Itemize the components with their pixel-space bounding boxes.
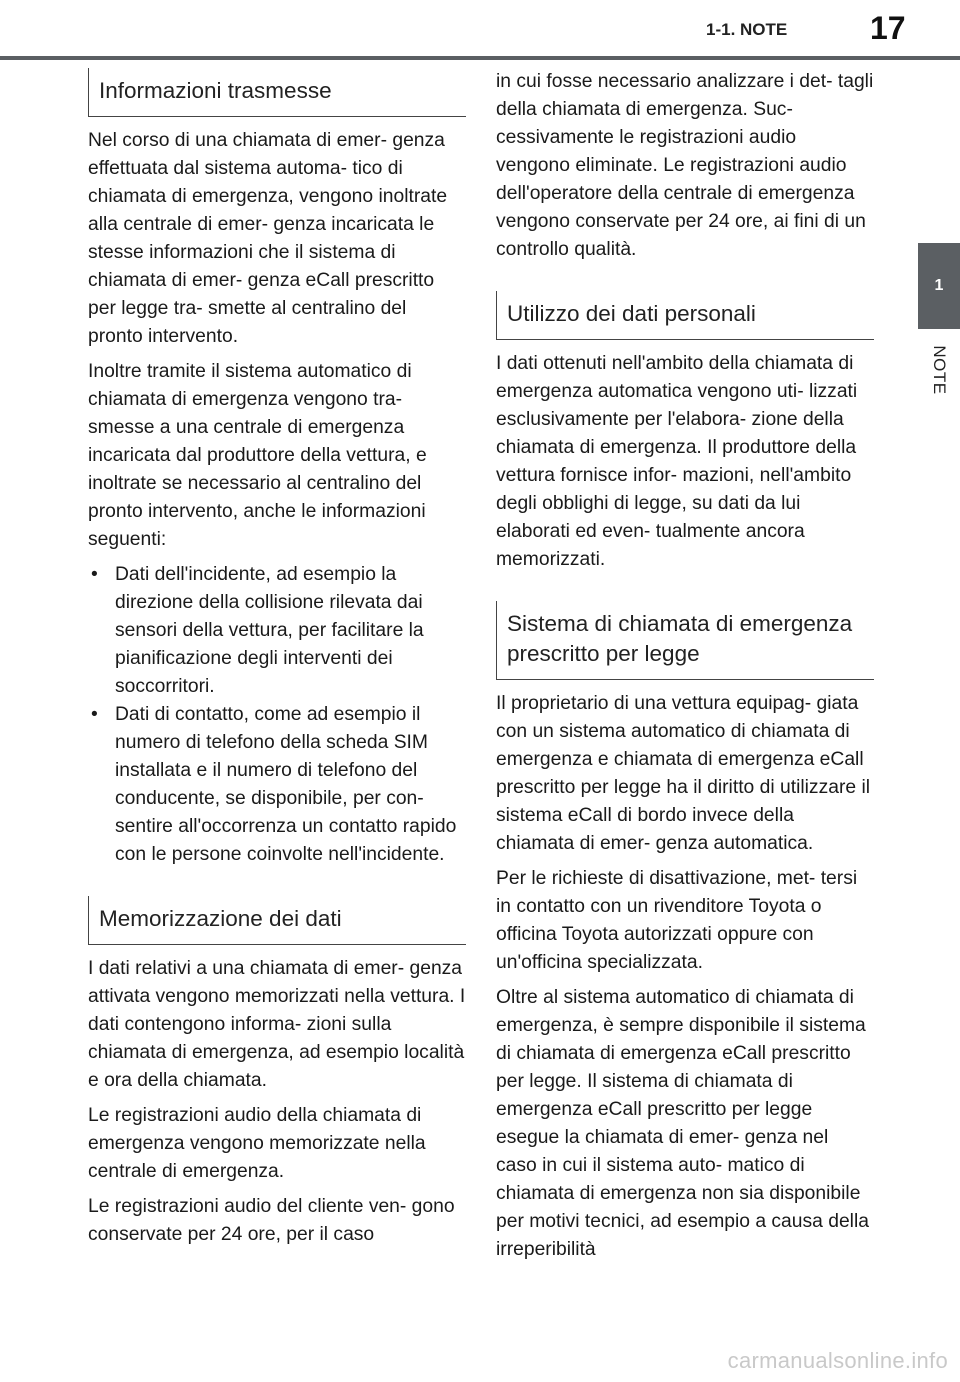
paragraph: Le registrazioni audio della chiamata di emergenza vengono memorizzate nella centrale di emergenza. xyxy=(88,1105,426,1182)
bullet-list xyxy=(88,561,466,869)
side-chapter-label-text: NOTE xyxy=(930,345,949,395)
paragraph: in cui fosse necessario analizzare i det- tagli della chiamata di emergenza. Suc- cessivamente le registrazioni audio vengono eliminate. Le registrazioni audio dell'operatore della centrale di emergenza vengono conservate per 24 ore, ai fini di un controllo qualità. xyxy=(496,71,874,260)
page-number: 17 xyxy=(870,10,906,46)
list-item: • Dati dell'incidente, ad esempio la direzione della collisione rilevata dai sensori della vettura, per facilitare la pianificazione degli interventi dei soccorritori. xyxy=(88,561,466,701)
list-item: • Dati di contatto, come ad esempio il numero di telefono della scheda SIM installata e il numero di telefono del conducente, se disponibile, per con- sentire all'occorrenza un contatto rapido con le persone coinvolte nell'incidente. xyxy=(88,701,466,869)
paragraph: I dati relativi a una chiamata di emer- genza attivata vengono memorizzati nella vettura. I dati contengono informa- zioni sulla chiamata di emergenza, ad esempio località e ora della chiamata. xyxy=(88,958,466,1091)
paragraph: Nel corso di una chiamata di emer- genza effettuata dal sistema automa- tico di chiamata di emergenza, vengono inoltrate alla centrale di emer- genza incaricata le stesse informazioni che il sistema di chiamata di emer- genza eCall prescritto per legge tra- smette al centralino del pronto intervento. xyxy=(88,130,448,347)
right-column xyxy=(496,68,874,1271)
watermark: carmanualsonline.info xyxy=(727,1348,948,1373)
left-column xyxy=(88,68,466,1256)
side-chapter-label xyxy=(922,338,956,408)
paragraph: Le registrazioni audio del cliente ven- gono conservate per 24 ore, per il caso xyxy=(88,1196,455,1245)
paragraph: Oltre al sistema automatico di chiamata di emergenza, è sempre disponibile il sistema di chiamata di emergenza eCall prescritto per legge. Il sistema di chiamata di emergenza eCall prescritto per legge esegue la chiamata di emer- genza nel caso in cui il sistema auto- matico di chiamata di emergenza non sia disponibile per motivi tecnici, ad esempio a causa della irreperibilità xyxy=(496,987,869,1260)
chapter-tab xyxy=(918,243,960,329)
section-heading-utilizzo: Utilizzo dei dati personali xyxy=(496,291,874,340)
section-heading-sistema: Sistema di chiamata di emergenza prescritto per legge xyxy=(496,601,874,680)
header-divider xyxy=(0,56,960,60)
section-heading-informazioni: Informazioni trasmesse xyxy=(88,68,466,117)
paragraph: Il proprietario di una vettura equipag- giata con un sistema automatico di chiamata di emergenza e chiamata di emergenza eCall prescritto per legge ha il diritto di utilizzare il sistema eCall di bordo invece della chiamata di emer- genza automatica. xyxy=(496,693,871,854)
paragraph: Per le richieste di disattivazione, met- tersi in contatto con un rivenditore Toyota o officina Toyota autorizzati oppure con un'officina specializzata. xyxy=(496,868,858,973)
section-heading-memorizzazione: Memorizzazione dei dati xyxy=(88,896,466,945)
paragraph: Inoltre tramite il sistema automatico di chiamata di emergenza vengono tra- smesse a una centrale di emergenza incaricata dal produttore della vettura, e inoltrate se necessario al centralino del pronto intervento, anche le informazioni seguenti: xyxy=(88,361,427,550)
chapter-tab-number: 1 xyxy=(934,277,944,294)
header-section-title: 1-1. NOTE xyxy=(706,20,788,39)
paragraph: I dati ottenuti nell'ambito della chiamata di emergenza automatica vengono uti- lizzati esclusivamente per l'elabora- zione della chiamata di emergenza. Il produttore della vettura fornisce infor- mazioni, nell'ambito degli obblighi di legge, su dati da lui elaborati ed even- tualmente ancora memorizzati. xyxy=(496,353,858,570)
